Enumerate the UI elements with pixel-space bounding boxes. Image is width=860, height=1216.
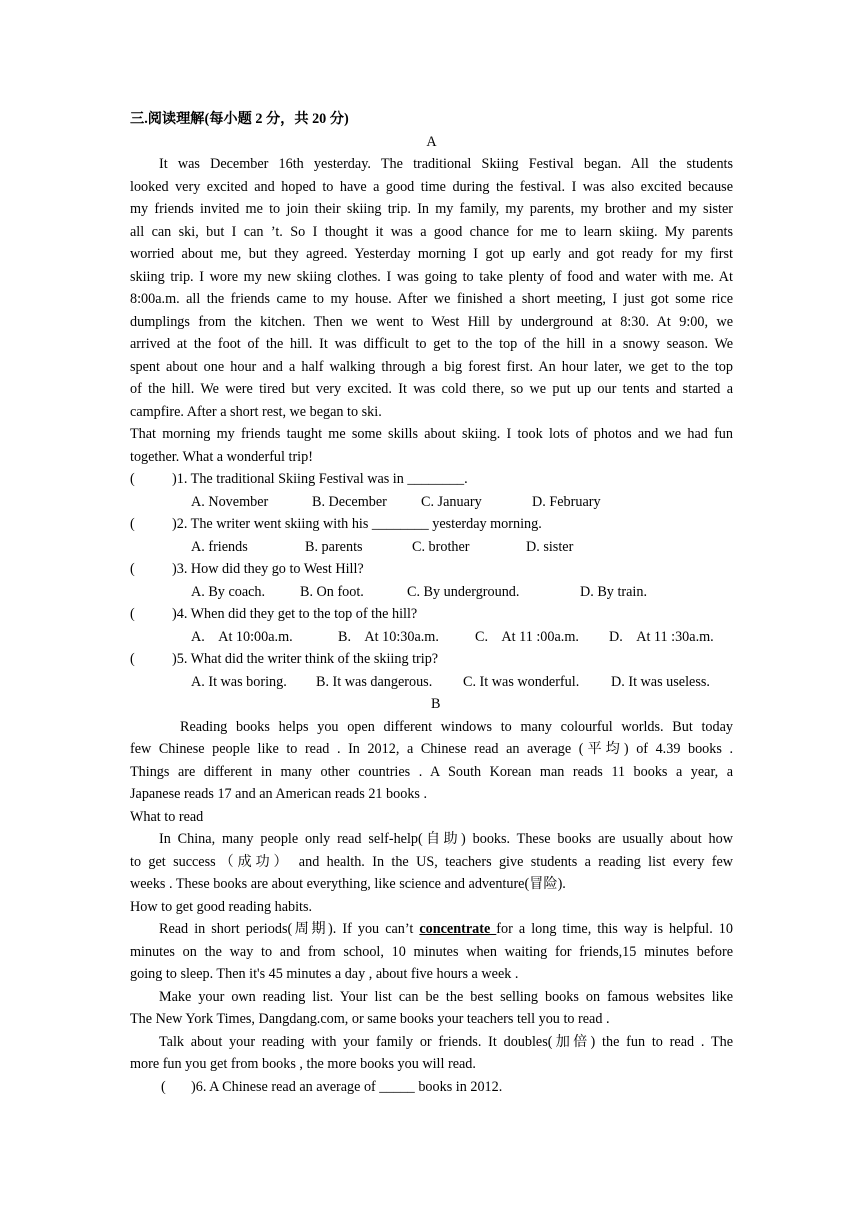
passage-line: weeks . These books are about everything, like science and adventure(冒险). (130, 876, 566, 892)
option-a: A. It was boring. (191, 673, 287, 690)
option-a: A. friends (191, 538, 248, 555)
passage-line: spent about one hour and a half walking through a big forest first. An hour later, we get to the top (130, 358, 733, 375)
passage-line: few Chinese people like to read . In 2012, a Chinese read an average (平均) of 4.39 books . (130, 741, 733, 757)
question-4 (130, 603, 733, 626)
question-text: 1. The traditional Skiing Festival was in ________. (176, 471, 468, 487)
passage-line: That morning my friends taught me some skills about skiing. I took lots of photos and we had fun (130, 426, 733, 442)
question-5 (130, 648, 733, 671)
question-text: 2. The writer went skiing with his ________ yesterday morning. (176, 516, 542, 532)
passage-line: Things are different in many other countries . A South Korean man reads 11 books a year, a (130, 763, 733, 780)
passage-b (130, 716, 733, 1076)
option-b: B. December (312, 493, 387, 510)
subheading-what-to-read: What to read (130, 808, 204, 825)
section-title: 三.阅读理解(每小题 2 分，共 20 分) (130, 111, 349, 127)
passage-line: Talk about your reading with your family or friends. It doubles(加倍) the fun to read . The (159, 1033, 733, 1050)
options-row (130, 491, 733, 514)
passage-line: 8:00a.m. all the friends came to my house. After we finished a short meeting, I just got some rice (130, 291, 733, 307)
document-page (130, 108, 733, 1098)
passage-line: In China, many people only read self-help(自助) books. These books are usually about how (159, 831, 733, 847)
passage-line: The New York Times, Dangdang.com, or same books your teachers tell you to read . (130, 1011, 610, 1027)
options-row (130, 536, 733, 559)
option-c: C. January (421, 493, 482, 510)
option-d: D. At 11 :30a.m. (609, 628, 714, 645)
passage-line: arrived at the foot of the hill. It was difficult to get to the top of the hill in a snowy season. We (130, 336, 733, 352)
answer-paren-open: ( (130, 561, 135, 577)
passage-line: It was December 16th yesterday. The traditional Skiing Festival began. All the students (159, 156, 733, 172)
question-text: 3. How did they go to West Hill? (176, 561, 364, 577)
option-d: D. February (532, 493, 601, 510)
answer-paren-close: )4. When did they get to the top of the hill? (172, 606, 418, 622)
passage-line: campfire. After a short rest, we began to ski. (130, 403, 382, 420)
option-b: B. It was dangerous. (316, 673, 433, 690)
passage-line: all can ski, but I can ’t. So I thought it was a good chance for me to learn skiing. My parents (130, 223, 733, 240)
question-2 (130, 513, 733, 536)
passage-line: minutes on the way to and from school, 10 minutes when waiting for friends,15 minutes before (130, 943, 733, 960)
question-text: 4. When did they get to the top of the hill? (176, 606, 418, 622)
option-d: D. sister (526, 538, 574, 555)
option-b: B. parents (305, 538, 363, 555)
subheading-reading-habits: How to get good reading habits. (130, 898, 313, 915)
passage-line: of the hill. We were tired but very excited. It was cold there, so we put up our tents and started a (130, 381, 733, 397)
passage-line: going to sleep. Then it's 45 minutes a day , about five hours a week . (130, 966, 519, 982)
answer-paren-close: )3. How did they go to West Hill? (172, 561, 364, 577)
passage-line: Make your own reading list. Your list can be the best selling books on famous websites like (159, 988, 733, 1005)
passage-line: looked very excited and hoped to have a good time during the festival. I was also excited because (130, 178, 733, 195)
answer-paren-open: ( (130, 606, 135, 622)
option-c: C. brother (412, 538, 470, 555)
passage-line: my friends invited me to join their skiing trip. In my family, my parents, my brother and my sister (130, 201, 733, 217)
passage-line: more fun you get from books , the more books you will read. (130, 1056, 476, 1072)
question-6 (130, 1076, 733, 1099)
answer-paren-open: ( (130, 516, 135, 532)
option-c: C. At 11 :00a.m. (475, 628, 579, 645)
answer-paren-open: ( (130, 651, 135, 667)
options-row (130, 581, 733, 604)
option-c: C. By underground. (407, 583, 520, 600)
answer-paren-open: ( (130, 471, 135, 487)
question-3 (130, 558, 733, 581)
option-b: B. At 10:30a.m. (338, 628, 439, 645)
answer-paren-close: )5. What did the writer think of the skiing trip? (172, 651, 439, 667)
option-a: A. At 10:00a.m. (191, 628, 293, 645)
passage-line: skiing trip. I wore my new skiing clothes. I was going to take plenty of food and water with me. At (130, 268, 733, 285)
option-a: A. By coach. (191, 583, 266, 600)
passage-line: Read in short periods(周期). If you can’t concentrate for a long time, this way is helpful. 10 (159, 921, 733, 937)
passage-line: dumplings from the kitchen. Then we went to West Hill by underground at 8:30. At 9:00, we (130, 313, 733, 330)
question-text: 6. A Chinese read an average of _____ books in 2012. (195, 1078, 503, 1095)
options-row (130, 671, 733, 694)
question-1 (130, 468, 733, 491)
passage-a (130, 153, 733, 468)
underlined-word: concentrate (419, 921, 497, 937)
answer-paren-close: )6. A Chinese read an average of _____ books in 2012. (191, 1078, 503, 1095)
option-a: A. November (191, 493, 269, 510)
passage-a-label: A (426, 133, 437, 150)
options-row (130, 626, 733, 649)
option-d: D. It was useless. (611, 673, 710, 690)
answer-paren-close: )2. The writer went skiing with his ________ yesterday morning. (172, 516, 542, 532)
answer-paren-close: )1. The traditional Skiing Festival was in ________. (172, 471, 468, 487)
option-b: B. On foot. (300, 583, 364, 600)
passage-line: worried about me, but they agreed. Yesterday morning I got up early and got ready for my first (130, 246, 733, 262)
answer-paren-open: ( (161, 1078, 166, 1095)
passage-line: together. What a wonderful trip! (130, 448, 313, 465)
question-text: 5. What did the writer think of the skiing trip? (176, 651, 439, 667)
option-c: C. It was wonderful. (463, 673, 580, 690)
passage-b-label: B (431, 696, 441, 712)
option-d: D. By train. (580, 583, 647, 600)
passage-line: Japanese reads 17 and an American reads 21 books . (130, 786, 428, 802)
passage-line: Reading books helps you open different windows to many colourful worlds. But today (180, 718, 733, 735)
passage-line: to get success（成功） and health. In the US, teachers give students a reading list every few (130, 853, 733, 870)
